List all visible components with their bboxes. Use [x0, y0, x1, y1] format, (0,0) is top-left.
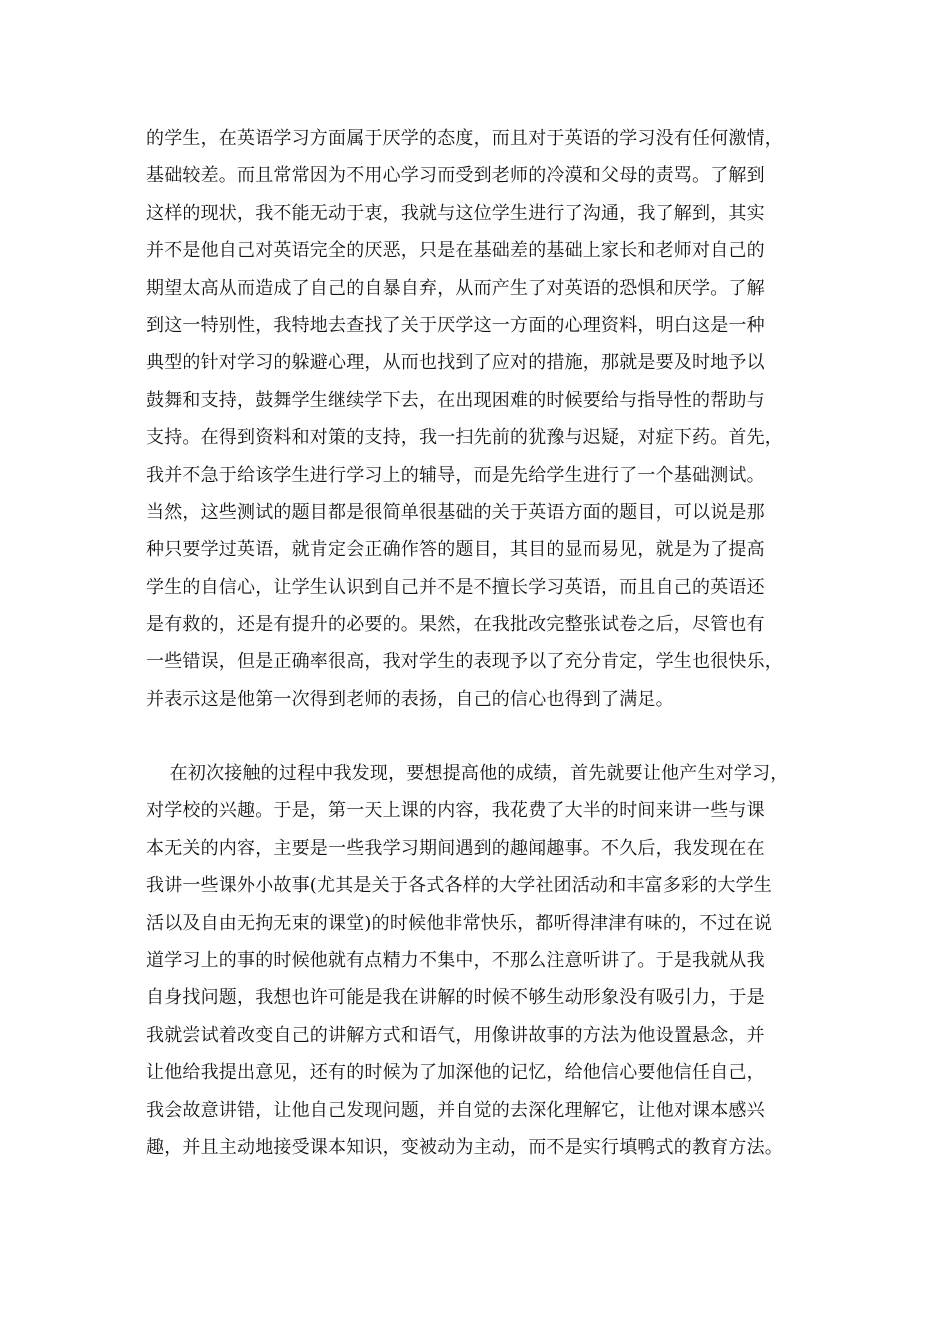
text-line: 典型的针对学习的躲避心理，从而也找到了应对的措施，那就是要及时地予以 — [146, 352, 765, 374]
text-line: 基础较差。而且常常因为不用心学习而受到老师的冷漠和父母的责骂。了解到 — [146, 165, 765, 187]
paragraph-2 — [146, 755, 826, 1166]
text-line: 并不是他自己对英语完全的厌恶，只是在基础差的基础上家长和老师对自己的 — [146, 240, 765, 262]
text-line: 支持。在得到资料和对策的支持，我一扫先前的犹豫与迟疑，对症下药。首先， — [146, 427, 783, 449]
text-line: 我会故意讲错，让他自己发现问题，并自觉的去深化理解它，让他对课本感兴 — [146, 1099, 765, 1121]
text-line: 对学校的兴趣。于是，第一天上课的内容，我花费了大半的时间来讲一些与课 — [146, 800, 765, 822]
text-line: 我并不急于给该学生进行学习上的辅导，而是先给学生进行了一个基础测试。 — [146, 464, 765, 486]
text-line: 到这一特别性，我特地去查找了关于厌学这一方面的心理资料，明白这是一种 — [146, 314, 765, 336]
text-line: 活以及自由无拘无束的课堂)的时候他非常快乐，都听得津津有味的，不过在说 — [146, 912, 773, 934]
text-line: 本无关的内容，主要是一些我学习期间遇到的趣闻趣事。不久后，我发现在在 — [146, 837, 765, 859]
text-line: 我就尝试着改变自己的讲解方式和语气，用像讲故事的方法为他设置悬念，并 — [146, 1024, 765, 1046]
text-line: 并表示这是他第一次得到老师的表扬，自己的信心也得到了满足。 — [146, 688, 674, 710]
text-line: 的学生，在英语学习方面属于厌学的态度，而且对于英语的学习没有任何激情， — [146, 128, 783, 149]
text-line: 这样的现状，我不能无动于衷，我就与这位学生进行了沟通，我了解到，其实 — [146, 202, 765, 224]
text-line: 学生的自信心，让学生认识到自己并不是不擅长学习英语，而且自己的英语还 — [146, 576, 765, 598]
text-line: 在初次接触的过程中我发现，要想提高他的成绩，首先就要让他产生对学习， — [146, 763, 789, 784]
text-line: 鼓舞和支持，鼓舞学生继续学下去，在出现困难的时候要给与指导性的帮助与 — [146, 389, 765, 411]
text-line: 自身找问题，我想也许可能是我在讲解的时候不够生动形象没有吸引力，于是 — [146, 987, 765, 1009]
text-line: 当然，这些测试的题目都是很简单很基础的关于英语方面的题目，可以说是那 — [146, 501, 765, 523]
text-line: 让他给我提出意见，还有的时候为了加深他的记忆，给他信心要他信任自己， — [146, 1062, 765, 1084]
paragraph-1 — [146, 120, 826, 718]
text-line: 趣，并且主动地接受课本知识，变被动为主动，而不是实行填鸭式的教育方法。 — [146, 1136, 783, 1158]
text-line: 是有救的，还是有提升的必要的。果然，在我批改完整张试卷之后，尽管也有 — [146, 614, 765, 636]
text-line: 道学习上的事的时候他就有点精力不集中，不那么注意听讲了。于是我就从我 — [146, 949, 765, 971]
text-line: 种只要学过英语，就肯定会正确作答的题目，其目的显而易见，就是为了提高 — [146, 539, 765, 561]
text-line: 一些错误，但是正确率很高，我对学生的表现予以了充分肯定，学生也很快乐， — [146, 651, 783, 673]
text-line: 我讲一些课外小故事(尤其是关于各式各样的大学社团活动和丰富多彩的大学生 — [146, 875, 773, 897]
text-line: 期望太高从而造成了自己的自暴自弃，从而产生了对英语的恐惧和厌学。了解 — [146, 277, 765, 299]
